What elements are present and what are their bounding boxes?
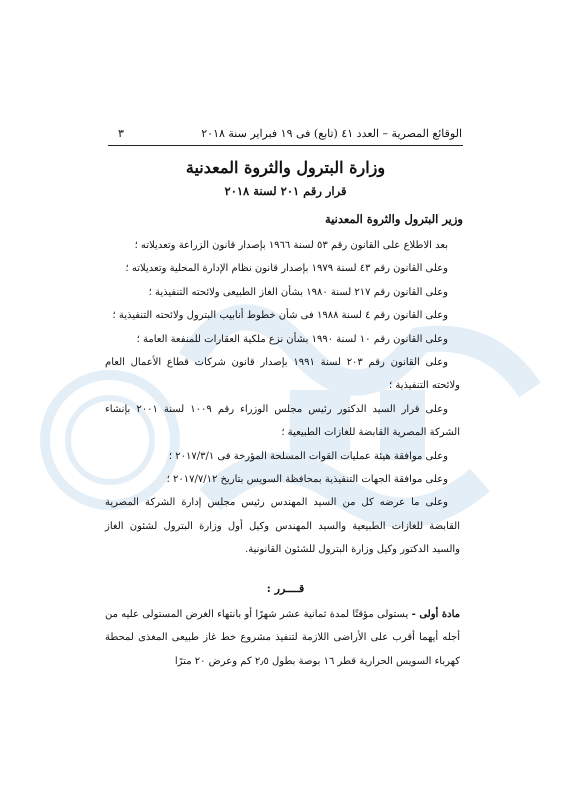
preamble-paragraph: وعلى القانون رقم ١٠ لسنة ١٩٩٠ بشأن نزع ملكية العقارات للمنفعة العامة ؛ [136,333,448,345]
preamble-paragraph: وعلى قرار السيد الدكتور رئيس مجلس الوزراء رقم ١٠٠٩ لسنة ٢٠٠١ بإنشاء الشركة المصرية القابضة للغازات الطبيعية ؛ [105,403,460,439]
preamble-paragraph: وعلى موافقة الجهات التنفيذية بمحافظة السويس بتاريخ ٢٠١٧/٧/١٢ ؛ [166,474,448,486]
gazette-header-title: الوقائع المصرية – العدد ٤١ (تابع) فى ١٩ فبراير سنة ٢٠١٨ [201,127,462,140]
header-divider [108,145,463,146]
article-1-text: يستولى مؤقتًا لمدة ثمانية عشر شهرًا أو بانتهاء الغرض المستولى عليه من أجله أيهما أقرب على الأراضى اللازمة لتنفيذ مشروع خط غاز طبيعى المغذى لمحطة كهرباء السويس الحرارية قطر ١٦ بوصة بطول ٢٫٥ كم وعرض ٢٠ مترًا [105,609,460,667]
preamble-paragraph: وعلى القانون رقم ٢١٧ لسنة ١٩٨٠ بشأن الغاز الطبيعى ولائحته التنفيذية ؛ [148,286,448,298]
preamble-paragraph: وعلى القانون رقم ٤٣ لسنة ١٩٧٩ بإصدار قانون نظام الإدارة المحلية وتعديلاته ؛ [125,263,448,275]
decree-title: قرار رقم ٢٠١ لسنة ٢٠١٨ [224,184,347,198]
decided-heading: قــــرر : [266,582,305,595]
article-1 [105,603,460,673]
preamble-paragraph: وعلى القانون رقم ٢٠٣ لسنة ١٩٩١ بإصدار قانون شركات قطاع الأعمال العام ولائحته التنفيذية ؛ [105,357,460,392]
preamble-paragraph: وعلى القانون رقم ٤ لسنة ١٩٨٨ فى شأن خطوط أنابيب البترول ولائحته التنفيذية ؛ [112,310,448,322]
preamble [105,234,460,562]
ministry-title: وزارة البترول والثروة المعدنية [185,158,386,177]
article-1-title: مادة أولى - [411,609,461,620]
preamble-paragraph: بعد الاطلاع على القانون رقم ٥٣ لسنة ١٩٦٦ بإصدار قانون الزراعة وتعديلاته ؛ [134,240,448,251]
preamble-paragraph: وعلى موافقة هيئة عمليات القوات المسلحة المؤرخة فى ٢٠١٧/٣/١ ؛ [168,450,448,462]
preamble-paragraph: وعلى ما عرضه كل من السيد المهندس رئيس مجلس إدارة الشركة المصرية القابضة للغازات الطبيعية والسيد المهندس وكيل أول وزارة البترول لشئون الغاز والسيد الدكتور وكيل وزارة البترول للشئون القانونية. [105,497,460,556]
page-number: ٣ [118,127,124,140]
minister-heading: وزير البترول والثروة المعدنية [325,212,463,226]
